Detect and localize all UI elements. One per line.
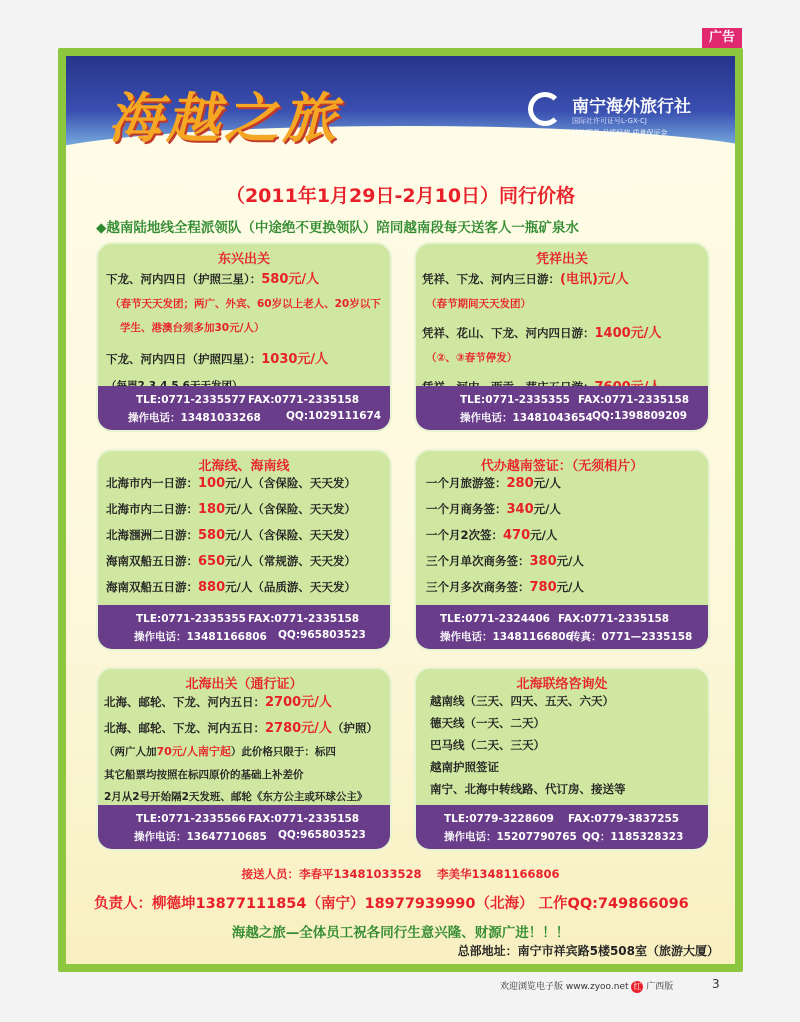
contact-footer [98, 386, 390, 430]
op-phone: 操作电话：15207790765 [444, 831, 577, 843]
route-row: 北海、邮轮、下龙、河内五日：2780元/人（护照） [104, 721, 378, 736]
op-phone: 操作电话：13481033268 [128, 412, 261, 424]
qq: QQ:965803523 [278, 829, 366, 841]
contact-footer [98, 805, 390, 849]
route-note: （春节天天发团；两广、外宾、60岁以上老人、20岁以下 [110, 298, 381, 310]
op-phone: 操作电话：13481166806 [134, 631, 267, 643]
edition-badge: 红 [633, 981, 642, 991]
card-title: 北海线、海南线 [198, 459, 290, 474]
service-note: ◆越南陆地线全程派领队（中途绝不更换领队）陪同越南段每天送客人一瓶矿泉水 [96, 220, 579, 236]
card-consult [414, 667, 710, 851]
page-number: 3 [712, 977, 720, 991]
price-row: 一个月2次签：470元/人 [426, 528, 558, 543]
card-title: 代办越南签证：（无须相片） [480, 459, 644, 474]
fax: FAX:0779-3837255 [568, 813, 680, 825]
fax: FAX:0771-2335158 [248, 394, 360, 406]
ad-tag: 广告 [702, 28, 742, 48]
card-title: 北海出关（通行证） [185, 677, 303, 692]
tel: TLE:0771-2335566 [136, 813, 246, 825]
route-note: （②、③春节停发） [426, 352, 518, 364]
card-beihai [96, 449, 392, 651]
route-row: 下龙、河内四日（护照四星）：1030元/人 [106, 352, 329, 367]
fax: FAX:0771-2335158 [248, 813, 360, 825]
route-row: 凭祥、下龙、河内三日游：(电讯)元/人 [422, 272, 629, 287]
route-row: 凭祥、花山、下龙、河内四日游：1400元/人 [422, 326, 662, 341]
route-row: 北海、邮轮、下龙、河内五日：2700元/人 [104, 695, 332, 710]
fax-alt: 传真：0771—2335158 [570, 631, 693, 643]
price-row: 三个月多次商务签：780元/人 [426, 580, 584, 595]
op-phone: 操作电话：13481166806 [440, 631, 573, 643]
price-row: 海南双船五日游：880元/人（品质游、天天发） [106, 580, 356, 595]
card-beihai-exit [96, 667, 392, 851]
qq: QQ：1185328323 [582, 831, 684, 843]
banner [66, 56, 735, 166]
card-title: 北海联络咨询处 [516, 677, 608, 692]
price-row: 北海涠洲二日游：580元/人（含保险、天天发） [106, 528, 356, 543]
contact-footer [416, 386, 708, 430]
contact-footer [98, 605, 390, 649]
edition-label: 广西版 [646, 982, 674, 992]
manager-contacts: 负责人：柳德坤13877111854（南宁）18977939990（北海） 工作QQ:749866096 [94, 896, 689, 912]
card-visa [414, 449, 710, 651]
fax: FAX:0771-2335158 [578, 394, 690, 406]
qq: QQ:1029111674 [286, 410, 382, 422]
fax: FAX:0771-2335158 [558, 613, 670, 625]
consult-row: 越南护照签证 [430, 760, 499, 774]
qq: QQ:965803523 [278, 629, 366, 641]
ad-content [66, 56, 735, 964]
price-row: 一个月旅游签：280元/人 [426, 476, 561, 491]
card-title: 东兴出关 [217, 252, 270, 267]
pickup-contacts: 接送人员：李春平13481033528 李美华13481166806 [241, 867, 560, 881]
op-phone: 操作电话：13647710685 [134, 831, 267, 843]
consult-row: 南宁、北海中转线路、代订房、接送等 [430, 782, 626, 796]
company-slogan: 诚信服务 品质经营 质量保证金 [572, 129, 668, 137]
tel: TLE:0771-2335355 [136, 613, 246, 625]
tel: TLE:0771-2335355 [460, 394, 570, 406]
card-title: 凭祥出关 [535, 252, 588, 267]
route-row: 其它船票均按照在标四原价的基础上补差价 [104, 769, 304, 781]
consult-row: 巴马线（二天、三天） [430, 738, 545, 752]
route-row: 下龙、河内四日（护照三星）：580元/人 [106, 272, 320, 287]
price-row: 北海市内二日游：180元/人（含保险、天天发） [106, 502, 356, 517]
brand-logo-text: 海越之旅 [108, 86, 340, 150]
op-phone: 操作电话：13481043654 [460, 412, 593, 424]
route-row: （两广人加70元/人南宁起）此价格只限于：标四 [104, 745, 336, 758]
contact-footer [416, 805, 708, 849]
route-row: 2月从2号开始隔2天发班、邮轮《东方公主或环球公主》 [104, 791, 368, 803]
page-title: （2011年1月29日-2月10日）同行价格 [225, 185, 576, 207]
price-row: 海南双船五日游：650元/人（常规游、天天发） [106, 554, 356, 569]
website-text: 欢迎浏览电子版 www.zyoo.net [500, 982, 629, 992]
company-name: 南宁海外旅行社 [572, 97, 691, 117]
page-footer [500, 979, 673, 993]
company-mark-icon [528, 92, 562, 126]
tel: TLE:0779-3228609 [444, 813, 554, 825]
ad-frame [58, 48, 743, 972]
tel: TLE:0771-2324406 [440, 613, 550, 625]
company-license: 国际社许可证号L-GX-CJ [572, 117, 647, 125]
greeting: 海越之旅—全体员工祝各同行生意兴隆、财源广进！！！ [231, 925, 570, 941]
tel: TLE:0771-2335577 [136, 394, 246, 406]
consult-row: 越南线（三天、四天、五天、六天） [430, 694, 614, 708]
contact-footer [416, 605, 708, 649]
consult-row: 德天线（一天、二天） [430, 716, 545, 730]
price-row: 三个月单次商务签：380元/人 [426, 554, 584, 569]
route-note: 学生、港澳台须多加30元/人） [120, 322, 265, 334]
hq-address: 总部地址：南宁市祥宾路5楼508室（旅游大厦） [457, 944, 719, 958]
price-row: 一个月商务签：340元/人 [426, 502, 561, 517]
card-dongxing [96, 242, 392, 432]
card-pingxiang [414, 242, 710, 432]
route-note: （春节期间天天发团） [426, 298, 531, 310]
fax: FAX:0771-2335158 [248, 613, 360, 625]
company-logo [528, 88, 733, 148]
qq: QQ:1398809209 [592, 410, 688, 422]
price-row: 北海市内一日游：100元/人（含保险、天天发） [106, 476, 356, 491]
